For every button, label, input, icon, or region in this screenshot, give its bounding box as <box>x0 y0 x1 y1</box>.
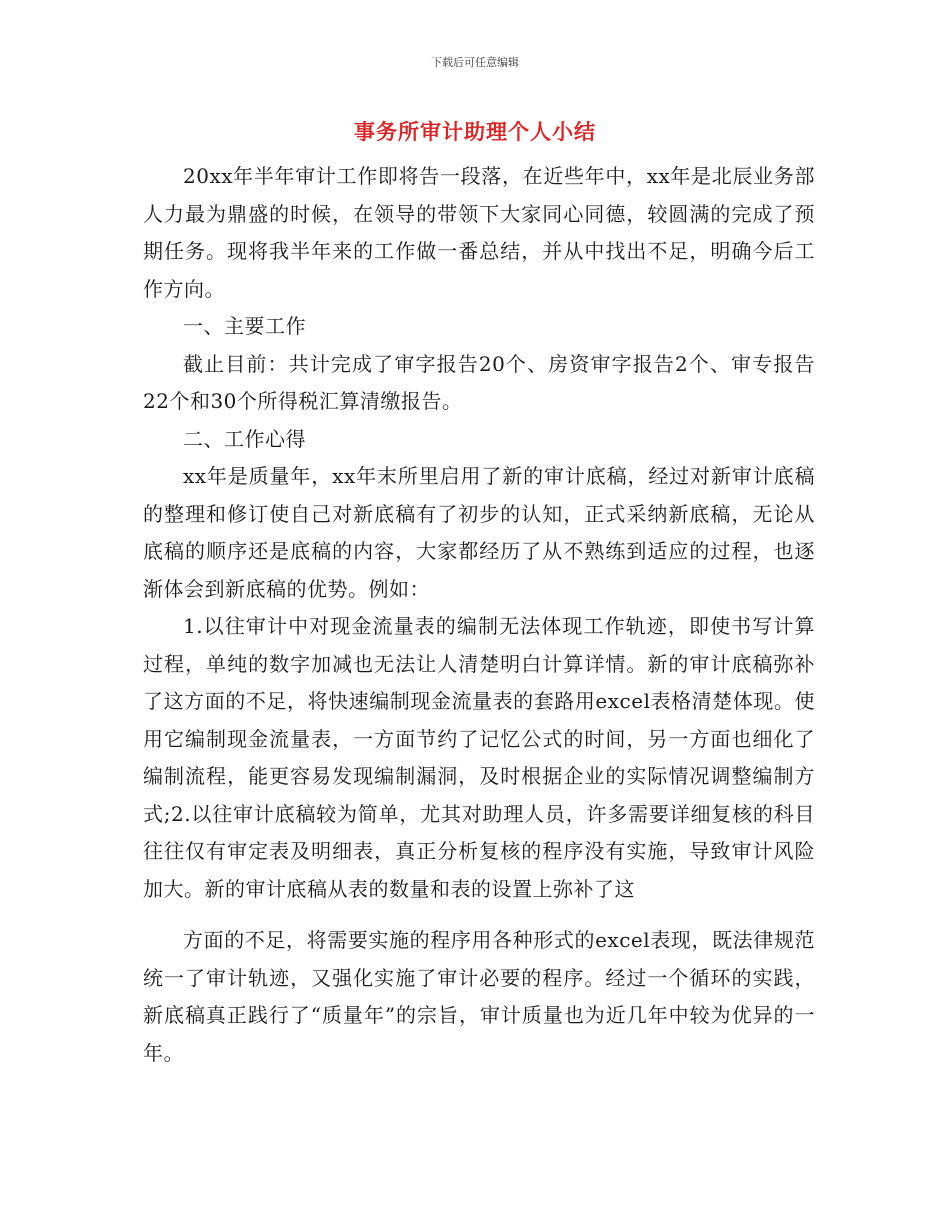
main-work-paragraph: 截止目前：共计完成了审字报告20个、房资审字报告2个、审专报告22个和30个所得税汇算清缴报告。 <box>143 351 815 413</box>
experience-item-paragraph: 1.以往审计中对现金流量表的编制无法体现工作轨迹，即使书写计算过程，单纯的数字加减也无法让人清楚明白计算详情。新的审计底稿弥补了这方面的不足，将快速编制现金流量表的套路用excel表格清楚体现。使用它编制现金流量表，一方面节约了记忆公式的时间，另一方面也细化了编制流程，能更容易发现编制漏洞，及时根据企业的实际情况调整编制方式;2.以往审计底稿较为简单，尤其对助理人员，许多需要详细复核的科目往往仅有审定表及明细表，真正分析复核的程序没有实施，导致审计风险加大。新的审计底稿从表的数量和表的设置上弥补了这 <box>143 614 815 901</box>
intro-paragraph: 20xx年半年审计工作即将告一段落，在近些年中，xx年是北辰业务部人力最为鼎盛的时候，在领导的带领下大家同心同德，较圆满的完成了预期任务。现将我半年来的工作做一番总结，并从中找出不足，明确今后工作方向。 <box>143 164 815 301</box>
document-body <box>143 158 815 1072</box>
page-header-note: 下载后可任意编辑 <box>431 56 519 69</box>
experience-intro-paragraph: xx年是质量年，xx年末所里启用了新的审计底稿，经过对新审计底稿的整理和修订使自己对新底稿有了初步的认知，正式采纳新底稿，无论从底稿的顺序还是底稿的内容，大家都经历了从不熟练到适应的过程，也逐渐体会到新底稿的优势。例如： <box>143 464 815 601</box>
paragraph-gap <box>143 908 815 922</box>
experience-continued-paragraph: 方面的不足，将需要实施的程序用各种形式的excel表现，既法律规范统一了审计轨迹，又强化实施了审计必要的程序。经过一个循环的实践，新底稿真正践行了“质量年”的宗旨，审计质量也为近几年中较为优异的一年。 <box>143 928 815 1065</box>
section-heading-experience: 二、工作心得 <box>183 426 306 451</box>
section-heading-main-work: 一、主要工作 <box>183 314 306 338</box>
document-title: 事务所审计助理个人小结 <box>354 119 596 144</box>
